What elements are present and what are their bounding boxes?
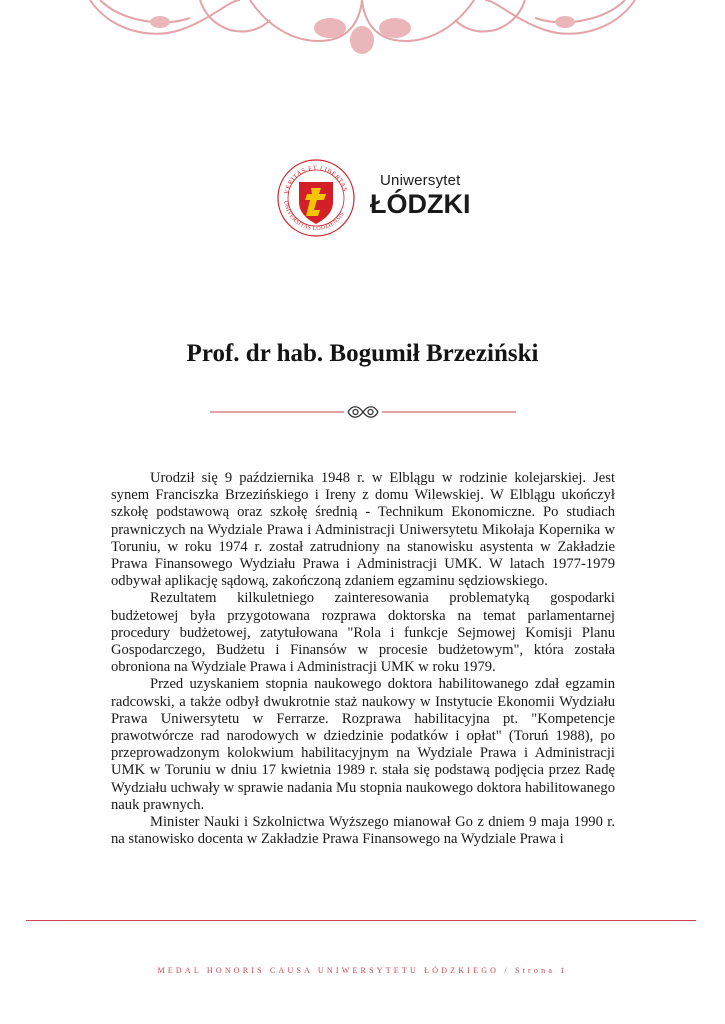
university-name-line2: ŁÓDZKI	[370, 189, 471, 219]
footer-divider	[26, 920, 696, 921]
paragraph: Przed uzyskaniem stopnia naukowego doktora habilitowanego zdał egzamin radcowski, a także odbył dwukrotnie staż naukowy w Instytucie Ekonomii Wydziału Prawa Uniwersytetu w Ferrarze. Rozprawa habilitacyjna pt. "Kompetencje prawotwórcze rad narodowych w dziedzinie podatków i opłat" (Toruń 1988), po przeprowadzonym kolokwium habilitacyjnym na Wydziale Prawa i Administracji UMK w Toruniu w dniu 17 kwietnia 1989 r. stała się podstawą podjęcia przez Radę Wydziału uchwały w sprawie nadania Mu stopnia naukowego doktora habilitowanego nauk prawnych.	[111, 676, 615, 813]
knot-ornament-icon	[348, 407, 378, 418]
top-floral-ornament	[0, 0, 725, 60]
title-divider	[210, 402, 516, 422]
svg-text:VERITAS ET LIBERTAS: VERITAS ET LIBERTAS	[283, 164, 349, 195]
paragraph: Rezultatem kilkuletniego zainteresowania problematyką gospodarki budżetowej była przygotowana rozprawa doktorska na temat parlamentarnej procedury budżetowej, zatytułowana "Rola i funkcje Sejmowej Komisji Planu Gospodarczego, Budżetu i Finansów w procesie budżetowym", która została obroniona na Wydziale Prawa i Administracji UMK w roku 1979.	[111, 590, 615, 676]
page-title: Prof. dr hab. Bogumił Brzeziński	[186, 340, 539, 367]
university-name-line1: Uniwersytet	[380, 172, 461, 189]
biography-text	[111, 470, 615, 848]
university-name	[370, 172, 471, 217]
page-footer: MEDAL HONORIS CAUSA UNIWERSYTETU ŁÓDZKIEGO / Strona 1	[157, 966, 568, 975]
paragraph: Urodził się 9 października 1948 r. w Elblągu w rodzinie kolejarskiej. Jest synem Franciszka Brzezińskiego i Ireny z domu Wilewskiej. W Elblągu ukończył szkołę podstawową oraz szkołę średnią - Technikum Ekonomiczne. Po studiach prawniczych na Wydziale Prawa i Administracji Uniwersytetu Mikołaja Kopernika w Toruniu, w roku 1974 r. został zatrudniony na stanowisku asystenta w Zakładzie Prawa Finansowego Wydziału Prawa i Administracji UMK. W latach 1977-1979 odbywał aplikację sądową, zakończoną zdaniem egzaminu sędziowskiego.	[111, 470, 615, 590]
svg-text:UNIVERSITAS LODZIENSIS: UNIVERSITAS LODZIENSIS	[282, 200, 346, 233]
university-seal-icon	[278, 160, 354, 236]
paragraph: Minister Nauki i Szkolnictwa Wyższego mianował Go z dniem 9 maja 1990 r. na stanowisko docenta w Zakładzie Prawa Finansowego na Wydziale Prawa i	[111, 814, 615, 848]
